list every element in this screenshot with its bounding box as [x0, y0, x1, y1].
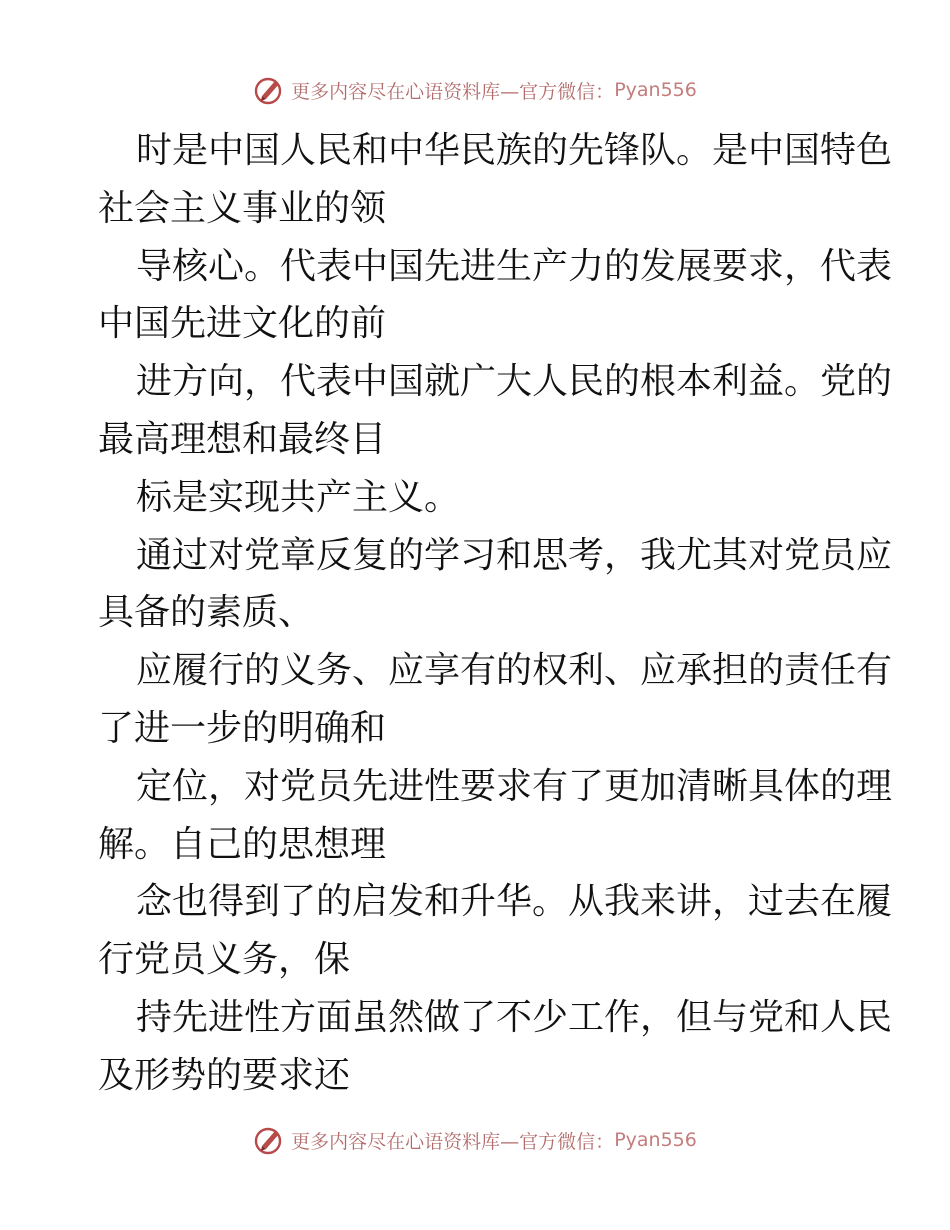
text-line: 导核心。代表中国先进生产力的发展要求，代表 [136, 245, 893, 287]
banner-site-text: 更多内容尽在心语资料库— [291, 1130, 520, 1153]
text-line: 应履行的义务、应享有的权利、应承担的责任有 [136, 650, 893, 692]
banner-wechat-id: Pyan556 [614, 79, 697, 101]
banner-site-text: 更多内容尽在心语资料库— [291, 80, 520, 103]
text-line: 行党员义务，保 [98, 939, 351, 981]
text-line: 念也得到了的启发和升华。从我来讲，过去在履 [136, 881, 893, 923]
text-line: 具备的素质、 [98, 592, 315, 634]
text-line: 社会主义事业的领 [98, 187, 387, 229]
footer-banner [0, 1120, 950, 1160]
banner-wechat-label: 官方微信： [519, 80, 615, 103]
pen-circle-logo-icon [253, 74, 285, 106]
text-line: 持先进性方面虽然做了不少工作，但与党和人民 [136, 996, 893, 1038]
text-line: 解。自己的思想理 [98, 823, 387, 865]
text-line: 及形势的要求还 [98, 1054, 351, 1096]
text-line: 中国先进文化的前 [98, 303, 387, 345]
text-line: 最高理想和最终目 [98, 418, 387, 460]
banner-wechat-id: Pyan556 [614, 1129, 697, 1151]
document-body [98, 122, 893, 1105]
text-line: 定位，对党员先进性要求有了更加清晰具体的理 [136, 765, 893, 807]
text-line: 进方向，代表中国就广大人民的根本利益。党的 [136, 361, 893, 403]
text-line: 标是实现共产主义。 [136, 476, 461, 518]
text-line: 时是中国人民和中华民族的先锋队。是中国特色 [136, 130, 893, 171]
pen-circle-logo-icon [253, 1124, 285, 1156]
text-line: 通过对党章反复的学习和思考，我尤其对党员应 [136, 534, 893, 576]
banner-wechat-label: 官方微信： [519, 1130, 615, 1153]
header-banner [0, 70, 950, 110]
text-line: 了进一步的明确和 [98, 707, 387, 749]
